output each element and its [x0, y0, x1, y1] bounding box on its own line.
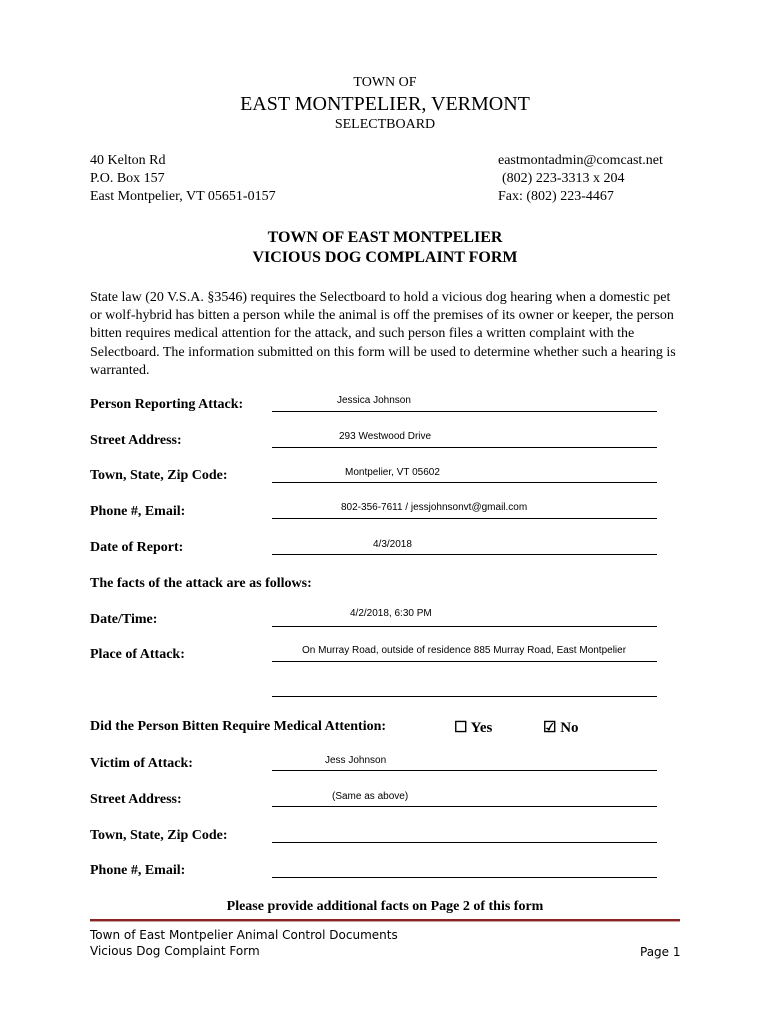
victim-phone-email-label: Phone #, Email: — [90, 863, 186, 878]
medical-yes-option[interactable] — [454, 718, 492, 737]
town-state-zip-line[interactable] — [272, 482, 657, 483]
victim-street-address-line[interactable] — [272, 806, 657, 807]
place-of-attack-label: Place of Attack: — [90, 647, 185, 662]
person-reporting-value[interactable]: Jessica Johnson — [337, 395, 411, 406]
place-of-attack-line[interactable] — [272, 661, 657, 662]
street-address-line[interactable] — [272, 447, 657, 448]
date-of-report-line[interactable] — [272, 554, 657, 555]
person-reporting-label: Person Reporting Attack: — [90, 397, 244, 412]
footer-line1: Town of East Montpelier Animal Control Documents — [90, 928, 398, 942]
address-po-box: P.O. Box 157 — [90, 171, 165, 186]
medical-yes-label: Yes — [470, 720, 493, 736]
place-of-attack-value[interactable]: On Murray Road, outside of residence 885 Murray Road, East Montpelier — [302, 645, 627, 656]
address-city: East Montpelier, VT 05651-0157 — [90, 189, 276, 204]
facts-heading: The facts of the attack are as follows: — [90, 576, 312, 591]
victim-town-state-zip-label: Town, State, Zip Code: — [90, 828, 228, 843]
victim-street-address-value[interactable]: (Same as above) — [332, 791, 409, 802]
phone-email-line[interactable] — [272, 518, 657, 519]
date-time-value[interactable]: 4/2/2018, 6:30 PM — [350, 608, 432, 619]
town-state-zip-label: Town, State, Zip Code: — [90, 468, 228, 483]
person-reporting-line[interactable] — [272, 411, 657, 412]
medical-no-label: No — [560, 720, 579, 736]
intro-paragraph: State law (20 V.S.A. §3546) requires the Selectboard to hold a vicious dog hearing when a domestic pet or wolf-hybrid has bitten a person while the animal is off the premises of its owner or keeper, the person bitten requires medical attention for the attack, and such person files a written complaint with the Selectboard. The information submitted on this form will be used to determine whether such a hearing is warranted. — [90, 290, 676, 378]
victim-town-state-zip-line[interactable] — [272, 842, 657, 843]
victim-value[interactable]: Jess Johnson — [325, 755, 387, 766]
phone-email-label: Phone #, Email: — [90, 504, 186, 519]
medical-no-option[interactable] — [543, 718, 579, 737]
footer-divider — [90, 919, 680, 922]
phone-email-value[interactable]: 802-356-7611 / jessjohnsonvt@gmail.com — [341, 502, 528, 513]
contact-email: eastmontadmin@comcast.net — [498, 153, 663, 168]
checked-box-icon[interactable]: ☑ — [543, 720, 557, 736]
victim-street-address-label: Street Address: — [90, 792, 182, 807]
form-title-line2: VICIOUS DOG COMPLAINT FORM — [252, 249, 518, 266]
contact-fax: Fax: (802) 223-4467 — [498, 189, 614, 204]
victim-line[interactable] — [272, 770, 657, 771]
date-of-report-label: Date of Report: — [90, 540, 184, 555]
address-right — [498, 152, 663, 206]
street-address-value[interactable]: 293 Westwood Drive — [339, 431, 432, 442]
date-time-label: Date/Time: — [90, 612, 158, 627]
street-address-label: Street Address: — [90, 433, 182, 448]
town-state-zip-value[interactable]: Montpelier, VT 05602 — [345, 467, 440, 478]
address-left — [90, 152, 276, 206]
form-title-line1: TOWN OF EAST MONTPELIER — [267, 229, 503, 246]
date-of-report-value[interactable]: 4/3/2018 — [373, 539, 412, 550]
page-number: Page 1 — [640, 945, 681, 959]
contact-phone: (802) 223-3313 x 204 — [502, 171, 625, 186]
victim-label: Victim of Attack: — [90, 756, 193, 771]
additional-facts-note: Please provide additional facts on Page 2 of this form — [226, 899, 544, 914]
town-of-label: TOWN OF — [353, 75, 417, 90]
address-street: 40 Kelton Rd — [90, 153, 166, 168]
medical-attention-label: Did the Person Bitten Require Medical Attention: — [90, 719, 387, 734]
selectboard-label: SELECTBOARD — [334, 117, 436, 132]
victim-phone-email-line[interactable] — [272, 877, 657, 878]
date-time-line[interactable] — [272, 626, 657, 627]
town-name-heading: EAST MONTPELIER, VERMONT — [240, 93, 530, 115]
unchecked-box-icon[interactable]: ☐ — [454, 720, 468, 736]
place-of-attack-line-2[interactable] — [272, 696, 657, 697]
footer-line2: Vicious Dog Complaint Form — [90, 944, 260, 958]
